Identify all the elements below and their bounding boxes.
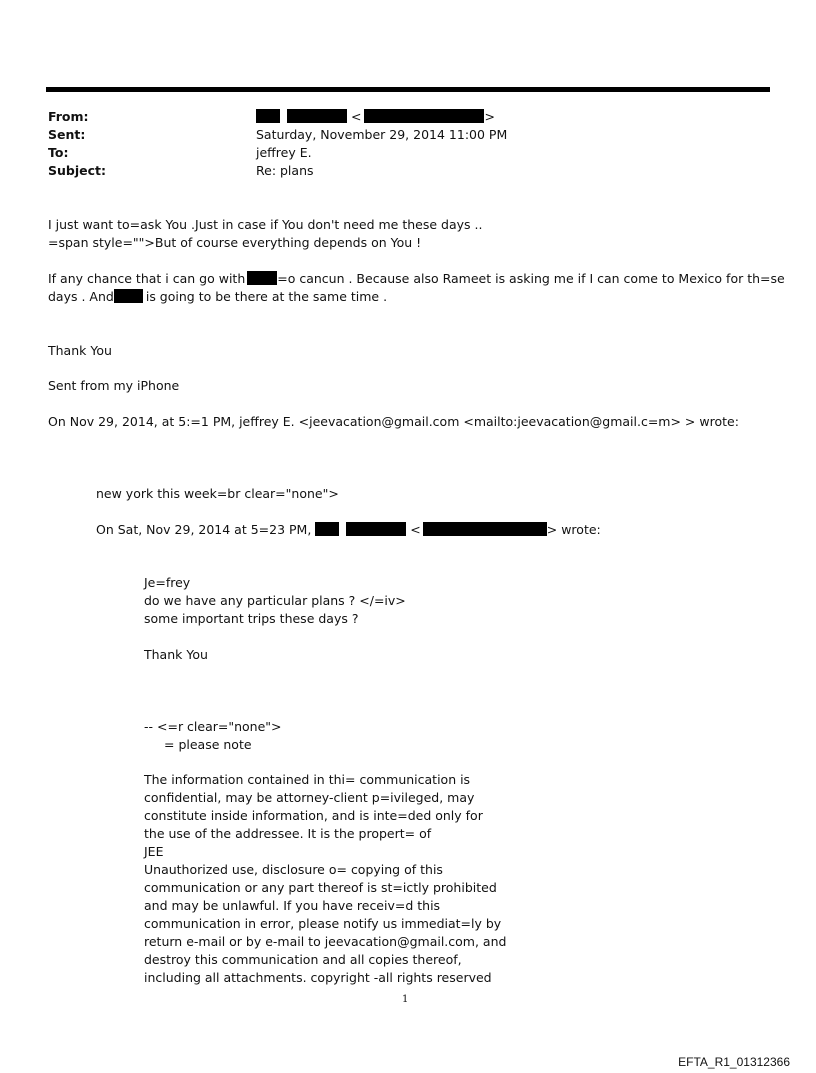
redaction-box xyxy=(247,271,277,285)
page-number: 1 xyxy=(402,994,409,1005)
disclaimer-line: The information contained in thi= communication is xyxy=(144,772,471,787)
from-close-bracket: > xyxy=(484,109,495,124)
subject-label: Subject: xyxy=(48,163,106,178)
disclaimer-line: return e-mail or by e-mail to jeevacation@gmail.com, and xyxy=(144,934,507,949)
disclaimer-line: constitute inside information, and is inte=ded only for xyxy=(144,808,483,823)
body-text: =o cancun . Because also Rameet is asking me if I can come to Mexico for th=se xyxy=(277,271,785,286)
reply-quote-header xyxy=(96,521,601,539)
to-label: To: xyxy=(48,145,69,160)
disclaimer-line: Unauthorized use, disclosure o= copying of this xyxy=(144,862,443,877)
body-text: days . And xyxy=(48,289,114,304)
body-text: If any chance that i can go with xyxy=(48,271,246,286)
quote-header: On Nov 29, 2014, at 5:=1 PM, jeffrey E. <jeevacation@gmail.com <mailto:jeevacation@gmail.c=m> > wrote: xyxy=(48,414,739,429)
disclaimer-line: JEE xyxy=(144,844,164,859)
reply-text: < xyxy=(410,522,421,537)
redaction-box xyxy=(315,522,339,536)
reply-line: Thank You xyxy=(144,647,208,662)
subject-value: Re: plans xyxy=(256,163,314,178)
redaction-box xyxy=(423,522,547,536)
reply-line: some important trips these days ? xyxy=(144,611,359,626)
body-line xyxy=(48,270,785,288)
redaction-box xyxy=(114,289,143,303)
signature-line: = please note xyxy=(164,737,252,752)
redaction-box xyxy=(287,109,347,123)
header-rule xyxy=(46,87,770,92)
disclaimer-line: communication in error, please notify us immediat=ly by xyxy=(144,916,502,931)
disclaimer-line: including all attachments. copyright -all rights reserved xyxy=(144,970,492,985)
reply-line: do we have any particular plans ? </=iv> xyxy=(144,593,406,608)
signature-line: -- <=r clear="none"> xyxy=(144,719,282,734)
document-id: EFTA_R1_01312366 xyxy=(678,1055,790,1069)
disclaimer-line: the use of the addressee. It is the propert= of xyxy=(144,826,432,841)
reply-line: new york this week=br clear="none"> xyxy=(96,486,339,501)
body-line: Sent from my iPhone xyxy=(48,378,180,393)
reply-line: Je=frey xyxy=(144,575,191,590)
from-open-bracket: < xyxy=(350,109,362,124)
body-line: =span style="">But of course everything depends on You ! xyxy=(48,235,422,250)
redaction-box xyxy=(364,109,484,123)
sent-value: Saturday, November 29, 2014 11:00 PM xyxy=(256,127,508,142)
sent-label: Sent: xyxy=(48,127,86,142)
redaction-box xyxy=(346,522,406,536)
from-label: From: xyxy=(48,109,89,124)
redaction-box xyxy=(256,109,280,123)
disclaimer-line: destroy this communication and all copies thereof, xyxy=(144,952,462,967)
disclaimer-line: confidential, may be attorney-client p=ivileged, may xyxy=(144,790,475,805)
reply-text: On Sat, Nov 29, 2014 at 5=23 PM, xyxy=(96,522,312,537)
reply-text: > wrote: xyxy=(546,522,601,537)
disclaimer-line: and may be unlawful. If you have receiv=d this xyxy=(144,898,441,913)
body-line xyxy=(48,288,387,306)
body-line: Thank You xyxy=(48,343,112,358)
from-value xyxy=(256,108,495,126)
disclaimer-line: communication or any part thereof is st=ictly prohibited xyxy=(144,880,497,895)
body-text: is going to be there at the same time . xyxy=(145,289,388,304)
to-value: jeffrey E. xyxy=(256,145,312,160)
body-line: I just want to=ask You .Just in case if You don't need me these days .. xyxy=(48,217,483,232)
